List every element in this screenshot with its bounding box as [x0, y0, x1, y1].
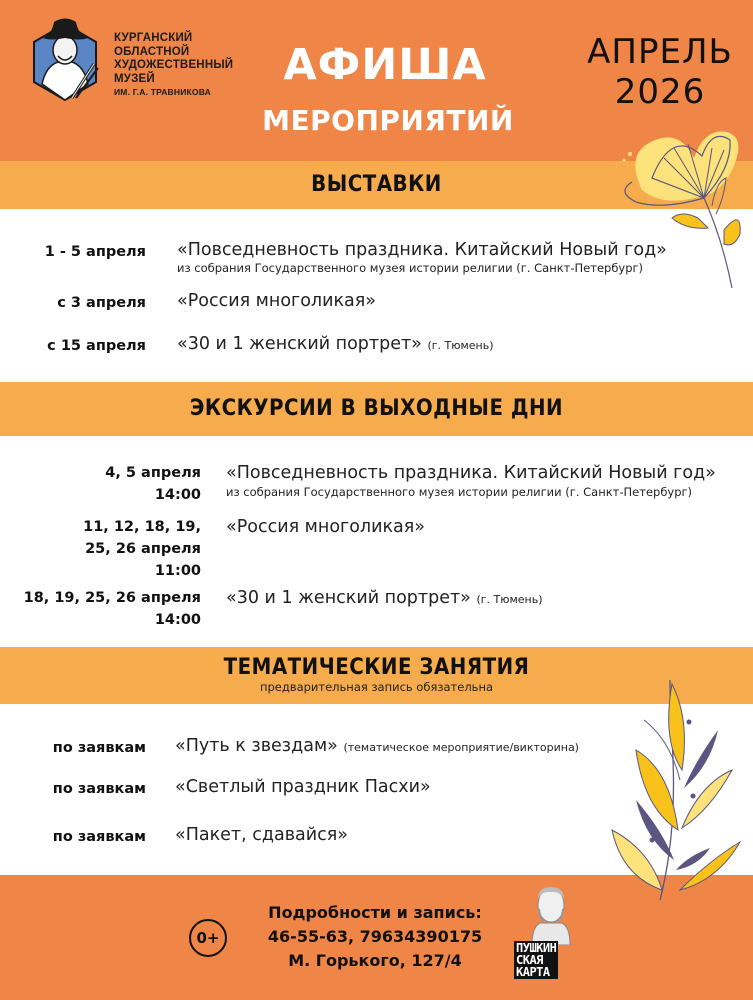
section-header-exhibitions: ВЫСТАВКИ: [0, 161, 753, 209]
poster-subtitle: МЕРОПРИЯТИЙ: [262, 104, 514, 137]
header: [0, 0, 753, 161]
leaf-branch-decoration-icon: [600, 680, 753, 900]
museum-logo-icon: [30, 16, 100, 108]
poster-title: АФИША: [283, 40, 487, 90]
museum-name: КУРГАНСКИЙ ОБЛАСТНОЙ ХУДОЖЕСТВЕННЫЙ МУЗЕЙ ИМ. Г.А. ТРАВНИКОВА: [114, 32, 234, 97]
pushkin-card-label: ПУШКИН СКАЯ КАРТА: [516, 941, 557, 979]
section-header-classes: ТЕМАТИЧЕСКИЕ ЗАНЯТИЯ предварительная запись обязательна: [0, 647, 753, 704]
contact-info: Подробности и запись: 46-55-63, 79634390175 М. Горького, 127/4: [245, 901, 505, 973]
section-subtitle: предварительная запись обязательна: [259, 680, 494, 694]
age-rating-badge: 0+: [189, 919, 227, 957]
address: М. Горького, 127/4: [288, 951, 462, 970]
pushkin-bust-icon: [526, 883, 576, 945]
pushkin-card-logo: [514, 883, 614, 983]
phone-numbers: 46-55-63, 79634390175: [267, 927, 483, 946]
section-header-tours: ЭКСКУРСИИ В ВЫХОДНЫЕ ДНИ: [0, 382, 753, 436]
month-year: АПРЕЛЬ 2026: [587, 32, 733, 112]
